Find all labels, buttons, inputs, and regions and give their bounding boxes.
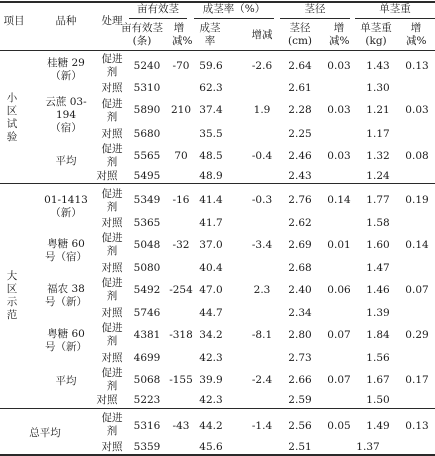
dia-inc-cell: 0.03: [327, 150, 351, 162]
wt-inc-cell: 0.03: [405, 104, 429, 116]
mu-cell: 5316: [133, 420, 161, 432]
treatment-cell: 促进剂: [101, 232, 123, 257]
variety-label: 云蔗 03-194（宿）: [45, 96, 87, 134]
rate-inc-cell: 1.9: [253, 104, 271, 116]
dia-cell: 2.34: [288, 307, 312, 319]
dia-cell: 2.80: [288, 329, 312, 341]
rate-cell: 45.6: [199, 441, 223, 453]
wt-cell: 1.60: [366, 239, 390, 251]
wt-cell: 1.49: [366, 420, 390, 432]
dia-cell: 2.66: [288, 374, 312, 386]
header-sub-dia: 茎径(cm): [287, 22, 313, 47]
rate-cell: 39.9: [199, 374, 223, 386]
dia-cell: 2.25: [288, 128, 312, 140]
wt-cell: 1.24: [366, 170, 390, 182]
dia-inc-cell: 0.03: [327, 104, 351, 116]
rate-inc-cell: -0.3: [251, 194, 273, 206]
mu-cell: 5359: [133, 441, 161, 453]
treatment-cell: 对照: [101, 307, 123, 319]
mu-cell: 5223: [133, 394, 161, 406]
dia-cell: 2.62: [288, 217, 312, 229]
rate-cell: 41.7: [199, 217, 223, 229]
rate-cell: 34.2: [199, 329, 223, 341]
wt-cell: 1.84: [366, 329, 390, 341]
dia-cell: 2.28: [288, 104, 312, 116]
wt-cell: 1.58: [366, 217, 390, 229]
rate-cell: 42.3: [199, 352, 223, 364]
section-label: 小区试验: [6, 92, 18, 143]
wt-inc-cell: 0.13: [405, 420, 429, 432]
group-rule-wt: [355, 18, 435, 19]
mu-inc-cell: 210: [170, 104, 192, 116]
wt-cell: 1.30: [366, 82, 390, 94]
dia-cell: 2.76: [288, 194, 312, 206]
header-treatment: 处理: [101, 15, 123, 27]
wt-cell: 1.17: [366, 128, 390, 140]
rate-cell: 62.3: [199, 82, 223, 94]
section-rule-2: [0, 408, 435, 409]
wt-inc-cell: 0.13: [405, 60, 429, 72]
rate-cell: 42.3: [199, 394, 223, 406]
mu-cell: 5680: [133, 128, 161, 140]
mu-cell: 4381: [133, 329, 161, 341]
wt-cell: 1.21: [366, 104, 390, 116]
treatment-cell: 促进剂: [101, 277, 123, 302]
wt-cell: 1.47: [366, 262, 390, 274]
variety-label: 平均: [55, 375, 77, 387]
group-rule-rate: [194, 18, 274, 19]
rate-inc-cell: -2.6: [251, 60, 273, 72]
mu-cell: 5746: [133, 307, 161, 319]
mu-cell: 5048: [133, 239, 161, 251]
wt-cell: 1.37: [356, 441, 380, 453]
treatment-cell: 促进剂: [101, 188, 123, 213]
variety-label: 桂糖 29（新）: [47, 57, 85, 82]
treatment-cell: 对照: [101, 441, 123, 453]
header-rule: [0, 50, 435, 51]
header-sub-rate: 成茎率: [199, 22, 221, 47]
mu-inc-cell: -43: [172, 420, 190, 432]
treatment-cell: 对照: [101, 262, 123, 274]
wt-cell: 1.67: [366, 374, 390, 386]
mu-cell: 4699: [133, 352, 161, 364]
bottom-rule: [0, 454, 435, 456]
mu-cell: 5080: [133, 262, 161, 274]
treatment-cell: 促进剂: [101, 143, 123, 168]
wt-inc-cell: 0.08: [405, 150, 429, 162]
dia-cell: 2.68: [288, 262, 312, 274]
rate-cell: 44.2: [199, 420, 223, 432]
header-sub-dia-inc: 增减%: [329, 22, 350, 47]
section-label: 总平均: [29, 427, 61, 439]
rate-cell: 59.6: [199, 60, 223, 72]
dia-cell: 2.56: [288, 420, 312, 432]
variety-label: 粤糖 60 号（宿）: [45, 238, 87, 263]
dia-inc-cell: 0.14: [327, 194, 351, 206]
wt-cell: 1.56: [366, 352, 390, 364]
treatment-cell: 促进剂: [101, 98, 123, 123]
rate-inc-cell: -2.4: [251, 374, 273, 386]
header-project: 项目: [3, 15, 25, 27]
rate-cell: 41.4: [199, 194, 223, 206]
rate-cell: 48.5: [199, 150, 223, 162]
wt-cell: 1.50: [366, 394, 390, 406]
dia-inc-cell: 0.03: [327, 60, 351, 72]
dia-cell: 2.69: [288, 239, 312, 251]
mu-cell: 5365: [133, 217, 161, 229]
wt-cell: 1.77: [366, 194, 390, 206]
rate-cell: 40.4: [199, 262, 223, 274]
wt-inc-cell: 0.14: [405, 239, 429, 251]
treatment-cell: 对照: [96, 394, 118, 406]
treatment-cell: 促进剂: [101, 367, 123, 392]
header-group-mu: 亩有效茎: [137, 3, 179, 15]
treatment-cell: 促进剂: [101, 53, 123, 78]
wt-inc-cell: 0.17: [405, 374, 429, 386]
rate-cell: 35.5: [199, 128, 223, 140]
dia-inc-cell: 0.06: [327, 284, 351, 296]
treatment-cell: 对照: [101, 217, 123, 229]
section-rule-1: [0, 183, 435, 184]
variety-label: 粤糖 60 号（新）: [45, 328, 87, 353]
wt-cell: 1.46: [366, 284, 390, 296]
mu-cell: 5349: [133, 194, 161, 206]
dia-inc-cell: 0.01: [327, 239, 351, 251]
dia-inc-cell: 0.07: [327, 374, 351, 386]
variety-label: 福农 38 号（新）: [45, 283, 87, 308]
mu-inc-cell: -70: [172, 60, 190, 72]
mu-inc-cell: -318: [169, 329, 193, 341]
wt-cell: 1.39: [366, 307, 390, 319]
dia-cell: 2.73: [288, 352, 312, 364]
header-sub-mu: 亩有效茎(条): [121, 22, 163, 47]
rate-cell: 47.0: [199, 284, 223, 296]
mu-cell: 5565: [133, 150, 161, 162]
header-sub-wt: 单茎重(kg): [360, 22, 392, 47]
wt-cell: 1.32: [366, 150, 390, 162]
mu-cell: 5240: [133, 60, 161, 72]
rate-cell: 44.7: [199, 307, 223, 319]
treatment-cell: 对照: [101, 82, 123, 94]
wt-inc-cell: 0.07: [405, 284, 429, 296]
wt-inc-cell: 0.29: [405, 329, 429, 341]
rate-inc-cell: -0.4: [251, 150, 273, 162]
treatment-cell: 对照: [101, 352, 123, 364]
mu-cell: 5310: [133, 82, 161, 94]
mu-cell: 5890: [133, 104, 161, 116]
dia-cell: 2.43: [288, 170, 312, 182]
section-label: 大区示范: [6, 270, 18, 321]
header-sub-mu-inc: 增减%: [172, 22, 193, 47]
header-group-wt: 单茎重: [379, 3, 411, 15]
wt-cell: 1.43: [366, 60, 390, 72]
treatment-cell: 对照: [101, 128, 123, 140]
rate-inc-cell: 2.3: [253, 284, 271, 296]
dia-cell: 2.51: [288, 441, 312, 453]
dia-cell: 2.40: [288, 284, 312, 296]
rate-inc-cell: -8.1: [251, 329, 273, 341]
rate-cell: 37.4: [199, 104, 223, 116]
mu-inc-cell: -16: [172, 194, 190, 206]
dia-cell: 2.59: [288, 394, 312, 406]
mu-inc-cell: -155: [169, 374, 193, 386]
rate-inc-cell: -1.4: [251, 420, 273, 432]
variety-label: 01-1413（新）: [44, 194, 88, 219]
wt-inc-cell: 0.19: [405, 194, 429, 206]
header-sub-rate-inc: 增减: [251, 29, 273, 41]
mu-cell: 5495: [133, 170, 161, 182]
header-group-rate: 成茎率（%）: [202, 3, 266, 15]
rate-cell: 48.9: [199, 170, 223, 182]
variety-label: 平均: [55, 155, 77, 167]
mu-cell: 5492: [133, 284, 161, 296]
mu-inc-cell: 70: [174, 150, 188, 162]
treatment-cell: 促进剂: [101, 322, 123, 347]
mu-inc-cell: -32: [172, 239, 190, 251]
dia-cell: 2.46: [288, 150, 312, 162]
mu-cell: 5068: [133, 374, 161, 386]
rate-inc-cell: -3.4: [251, 239, 273, 251]
dia-cell: 2.61: [288, 82, 312, 94]
dia-inc-cell: 0.07: [327, 329, 351, 341]
group-rule-dia: [280, 18, 350, 19]
header-group-dia: 茎径: [304, 3, 326, 15]
header-sub-wt-inc: 增减%: [406, 22, 427, 47]
mu-inc-cell: -254: [169, 284, 193, 296]
dia-cell: 2.64: [288, 60, 312, 72]
treatment-cell: 促进剂: [101, 412, 123, 437]
rate-cell: 37.0: [199, 239, 223, 251]
header-variety: 品种: [55, 15, 77, 27]
treatment-cell: 对照: [96, 170, 118, 182]
group-rule-mu: [129, 18, 187, 19]
dia-inc-cell: 0.05: [327, 420, 351, 432]
